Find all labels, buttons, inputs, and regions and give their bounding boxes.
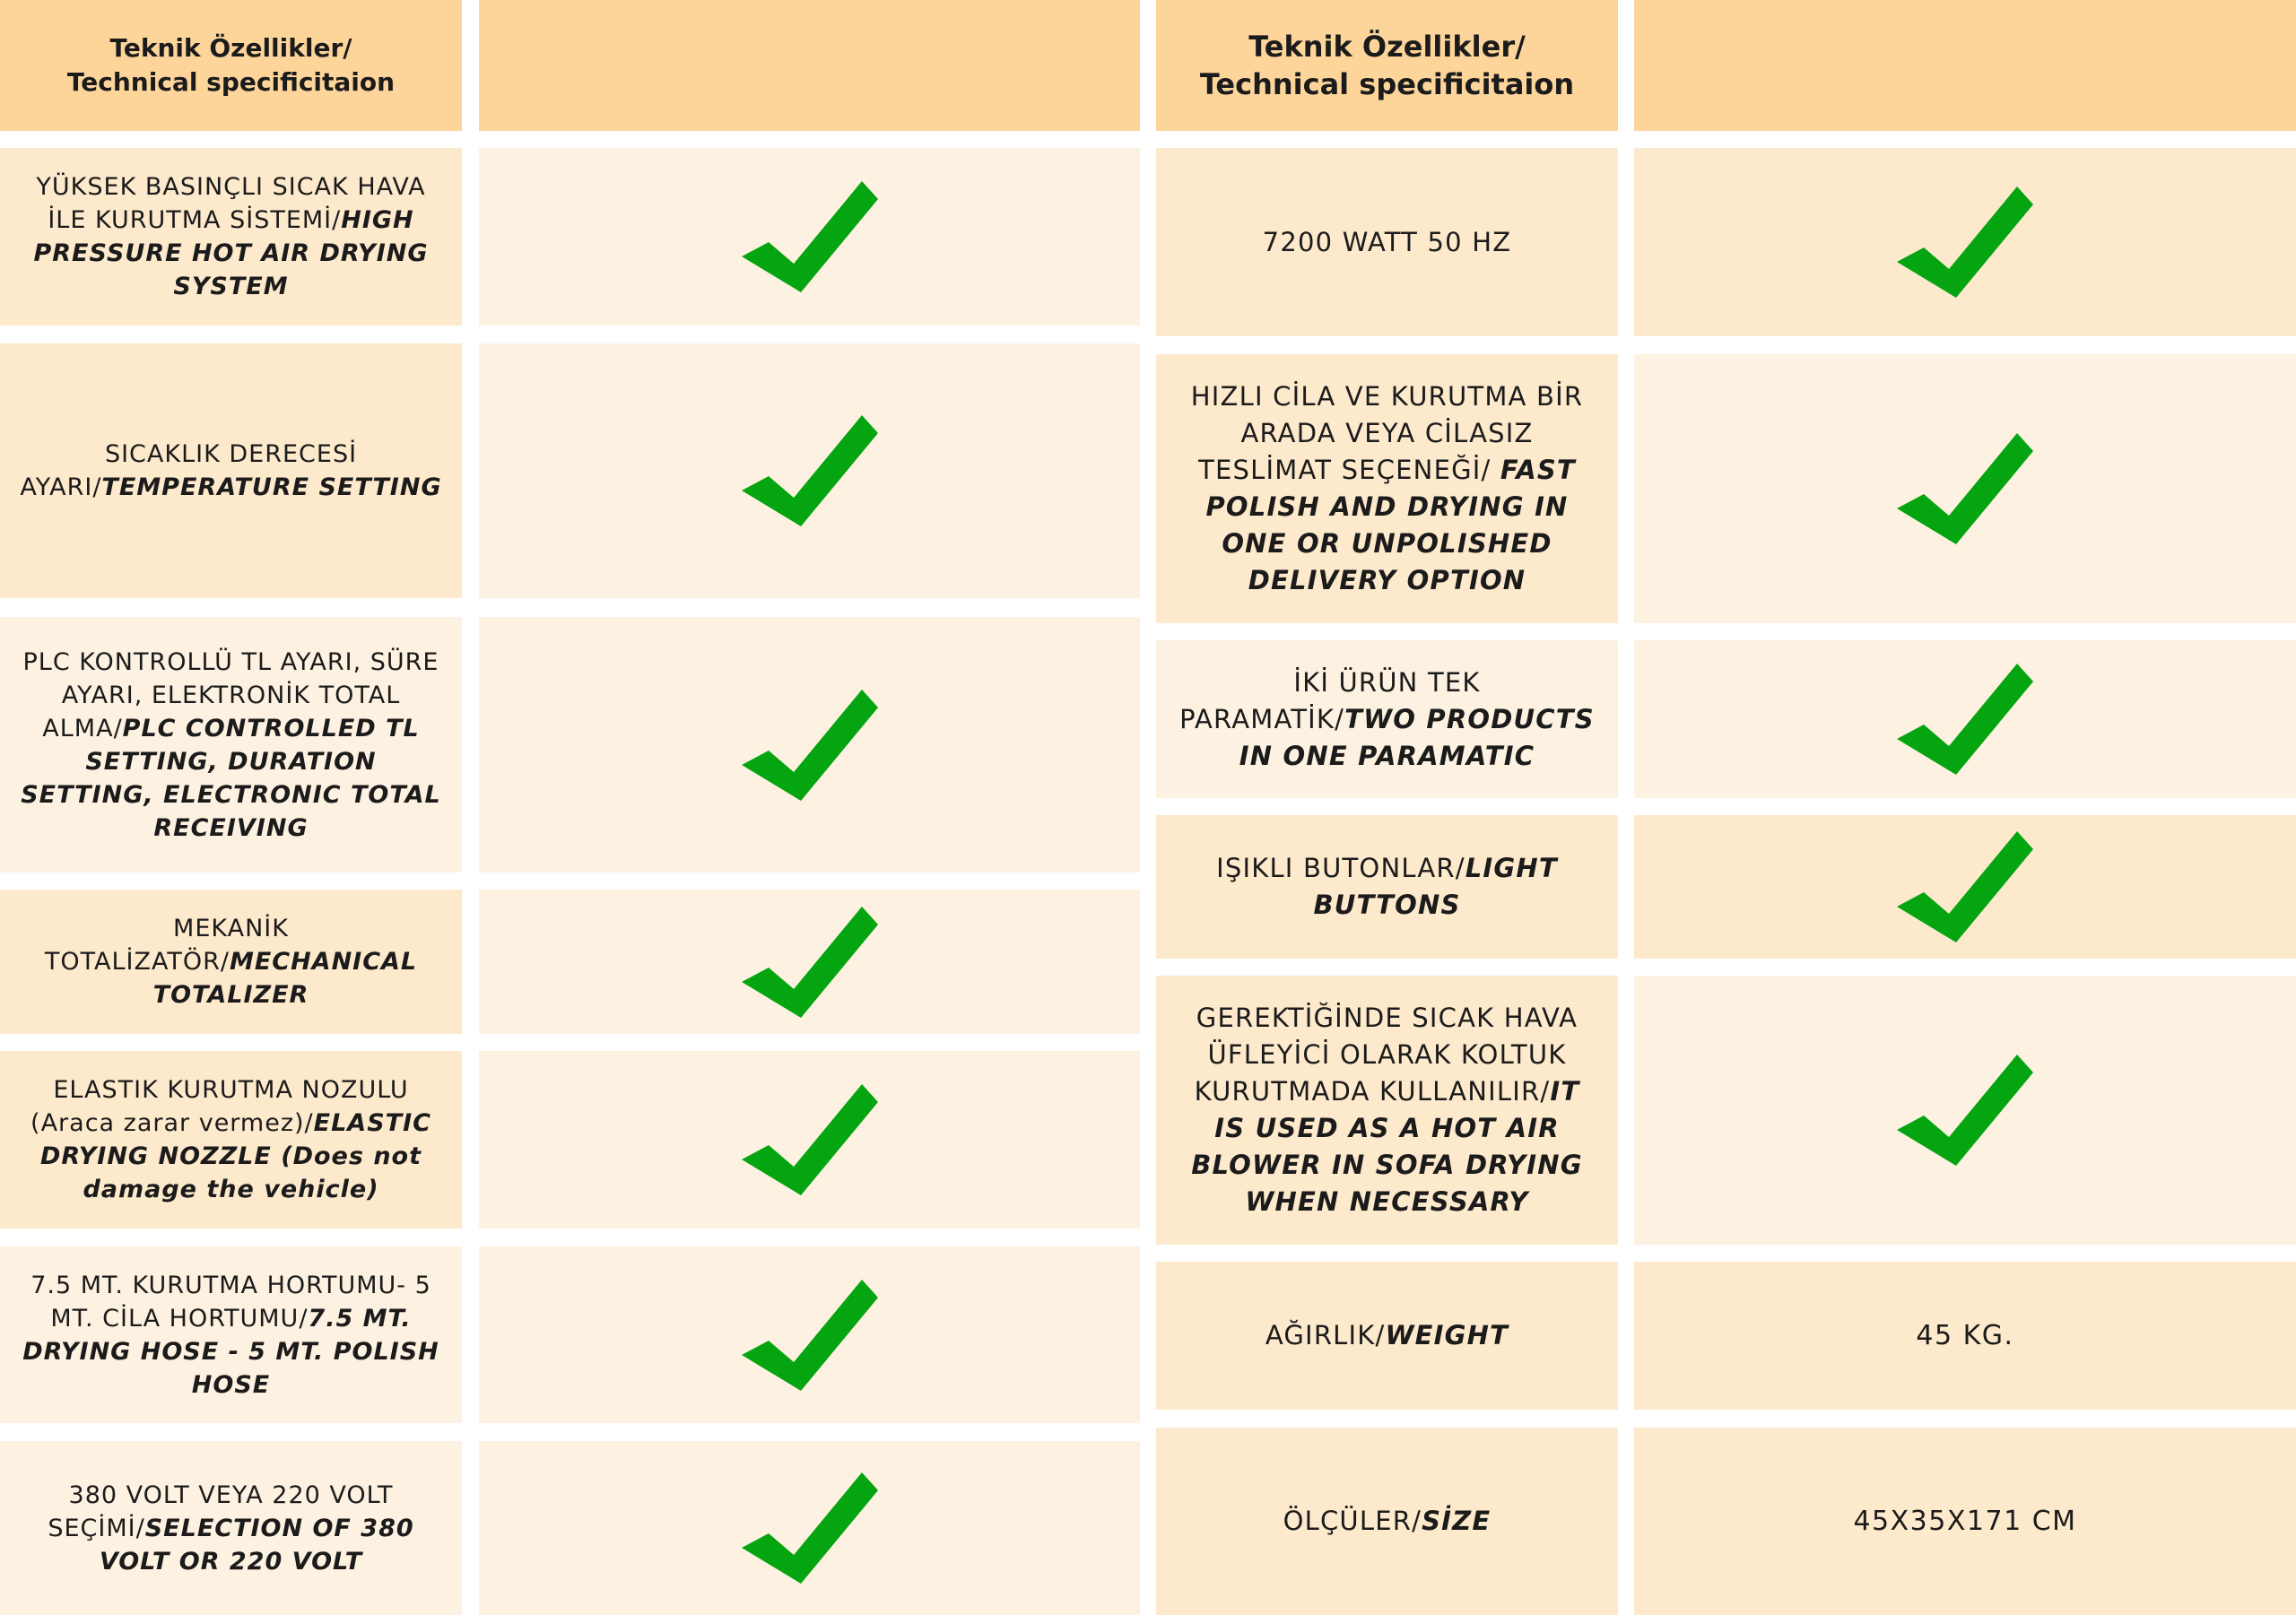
- left-spec-cell: [0, 148, 462, 326]
- left-value-cell: [479, 1051, 1140, 1229]
- check-icon: [1897, 831, 2033, 942]
- check-icon: [1897, 1055, 2033, 1166]
- spec-en-text: TEMPERATURE SETTING: [101, 473, 442, 501]
- spec-tr-text: HIZLI CİLA VE KURUTMA BİR ARADA VEYA CİLASIZ TESLİMAT SEÇENEĞİ/: [1190, 381, 1584, 485]
- spec-tr-text: 7200 WATT 50 HZ: [1262, 226, 1512, 257]
- right-spec-cell: [1156, 976, 1618, 1245]
- right-spec-text: [1176, 850, 1598, 924]
- right-value-cell: [1634, 640, 2296, 798]
- right-spec-text: [1176, 1000, 1598, 1220]
- right-header-title-cell: [1156, 0, 1618, 131]
- spec-tr-text: YÜKSEK BASINÇLI SICAK HAVA İLE KURUTMA SİSTEMİ/: [36, 173, 426, 234]
- spec-tr-text: SICAKLIK DERECESİ AYARI/: [20, 440, 358, 501]
- spec-en-text: 7.5 MT. DRYING HOSE - 5 MT. POLISH HOSE: [22, 1304, 439, 1399]
- right-value-cell: [1634, 976, 2296, 1245]
- right-header-value-cell: [1634, 0, 2296, 131]
- spec-en-text: SİZE: [1422, 1506, 1492, 1536]
- spec-en-text: PLC CONTROLLED TL SETTING, DURATION SETTING, ELECTRONIC TOTAL RECEIVING: [21, 714, 441, 842]
- spec-tr-text: ÖLÇÜLER/: [1283, 1506, 1422, 1536]
- check-icon: [742, 1084, 878, 1195]
- spec-tr-text: 7.5 MT. KURUTMA HORTUMU- 5 MT. CİLA HORTUMU/: [30, 1271, 431, 1333]
- check-icon: [1897, 187, 2033, 298]
- left-spec-cell: [0, 1441, 462, 1615]
- left-spec-text: [20, 170, 442, 303]
- spec-en-text: ELASTIC DRYING NOZZLE (Does not damage the vehicle): [40, 1109, 431, 1203]
- left-spec-text: [20, 1479, 442, 1578]
- spec-tr-text: AĞIRLIK/: [1265, 1320, 1386, 1350]
- right-header-line1: Teknik Özellikler/: [1248, 30, 1526, 64]
- weight-value: 45 KG.: [1916, 1320, 2014, 1351]
- left-value-cell: [479, 148, 1140, 326]
- spec-tr-text: IŞIKLI BUTONLAR/: [1216, 853, 1465, 883]
- left-spec-cell: [0, 343, 462, 598]
- left-spec-text: [20, 438, 442, 504]
- right-value-cell: [1634, 1428, 2296, 1615]
- right-spec-cell: [1156, 640, 1618, 798]
- right-spec-text: [1265, 1317, 1509, 1354]
- spec-tr-text: PLC KONTROLLÜ TL AYARI, SÜRE AYARI, ELEKTRONİK TOTAL ALMA/: [22, 647, 439, 742]
- left-header-line1: Teknik Özellikler/: [109, 33, 352, 63]
- spec-en-text: TWO PRODUCTS IN ONE PARAMATIC: [1239, 703, 1595, 771]
- left-spec-cell: [0, 1051, 462, 1229]
- spec-tr-text: MEKANİK TOTALİZATÖR/: [44, 915, 289, 976]
- left-header-title: [67, 31, 395, 100]
- left-value-cell: [479, 617, 1140, 873]
- right-spec-cell: [1156, 1262, 1618, 1410]
- check-icon: [1897, 433, 2033, 544]
- left-value-cell: [479, 1246, 1140, 1423]
- right-spec-cell: [1156, 354, 1618, 623]
- right-header-line2: Technical specificitaion: [1199, 67, 1575, 101]
- check-icon: [742, 1472, 878, 1584]
- spec-en-text: IT IS USED AS A HOT AIR BLOWER IN SOFA DRYING WHEN NECESSARY: [1191, 1076, 1583, 1217]
- right-spec-cell: [1156, 148, 1618, 336]
- right-spec-cell: [1156, 815, 1618, 959]
- spec-tr-text: İKİ ÜRÜN TEK PARAMATİK/: [1179, 666, 1481, 734]
- left-spec-cell: [0, 890, 462, 1034]
- left-spec-text: [20, 646, 442, 845]
- right-header-title: [1200, 28, 1574, 103]
- spec-en-text: HIGH PRESSURE HOT AIR DRYING SYSTEM: [33, 206, 429, 300]
- check-icon: [742, 181, 878, 292]
- check-icon: [1897, 664, 2033, 775]
- right-value-cell: [1634, 354, 2296, 623]
- size-value: 45X35X171 CM: [1853, 1506, 2077, 1537]
- right-spec-text: [1176, 664, 1598, 775]
- spec-en-text: SELECTION OF 380 VOLT OR 220 VOLT: [99, 1514, 414, 1576]
- right-spec-cell: [1156, 1428, 1618, 1615]
- spec-tr-text: 380 VOLT VEYA 220 VOLT SEÇİMİ/: [48, 1480, 394, 1542]
- spec-en-text: LIGHT BUTTONS: [1313, 853, 1558, 920]
- check-icon: [742, 690, 878, 801]
- spec-en-text: MECHANICAL TOTALIZER: [152, 948, 418, 1009]
- right-spec-text: [1283, 1503, 1492, 1540]
- check-icon: [742, 1280, 878, 1391]
- left-spec-text: [20, 1073, 442, 1206]
- spec-en-text: FAST POLISH AND DRYING IN ONE OR UNPOLISHED DELIVERY OPTION: [1205, 455, 1576, 595]
- right-value-cell: [1634, 148, 2296, 336]
- right-value-cell: [1634, 1262, 2296, 1410]
- left-value-cell: [479, 343, 1140, 598]
- right-spec-text: [1176, 378, 1598, 599]
- check-icon: [742, 907, 878, 1018]
- left-spec-cell: [0, 617, 462, 873]
- right-value-cell: [1634, 815, 2296, 959]
- left-header-line2: Technical specificitaion: [66, 67, 396, 97]
- left-spec-cell: [0, 1246, 462, 1423]
- spec-en-text: WEIGHT: [1385, 1320, 1509, 1350]
- left-spec-text: [20, 912, 442, 1012]
- check-icon: [742, 415, 878, 526]
- left-value-cell: [479, 890, 1140, 1034]
- spec-tr-text: GEREKTİĞİNDE SICAK HAVA ÜFLEYİCİ OLARAK KOLTUK KURUTMADA KULLANILIR/: [1194, 1003, 1578, 1107]
- right-spec-text: [1263, 224, 1512, 261]
- left-spec-text: [20, 1269, 442, 1402]
- left-value-cell: [479, 1441, 1140, 1615]
- left-header-title-cell: [0, 0, 462, 131]
- left-header-value-cell: [479, 0, 1140, 131]
- spec-tr-text: ELASTIK KURUTMA NOZULU (Araca zarar vermez)/: [30, 1076, 409, 1137]
